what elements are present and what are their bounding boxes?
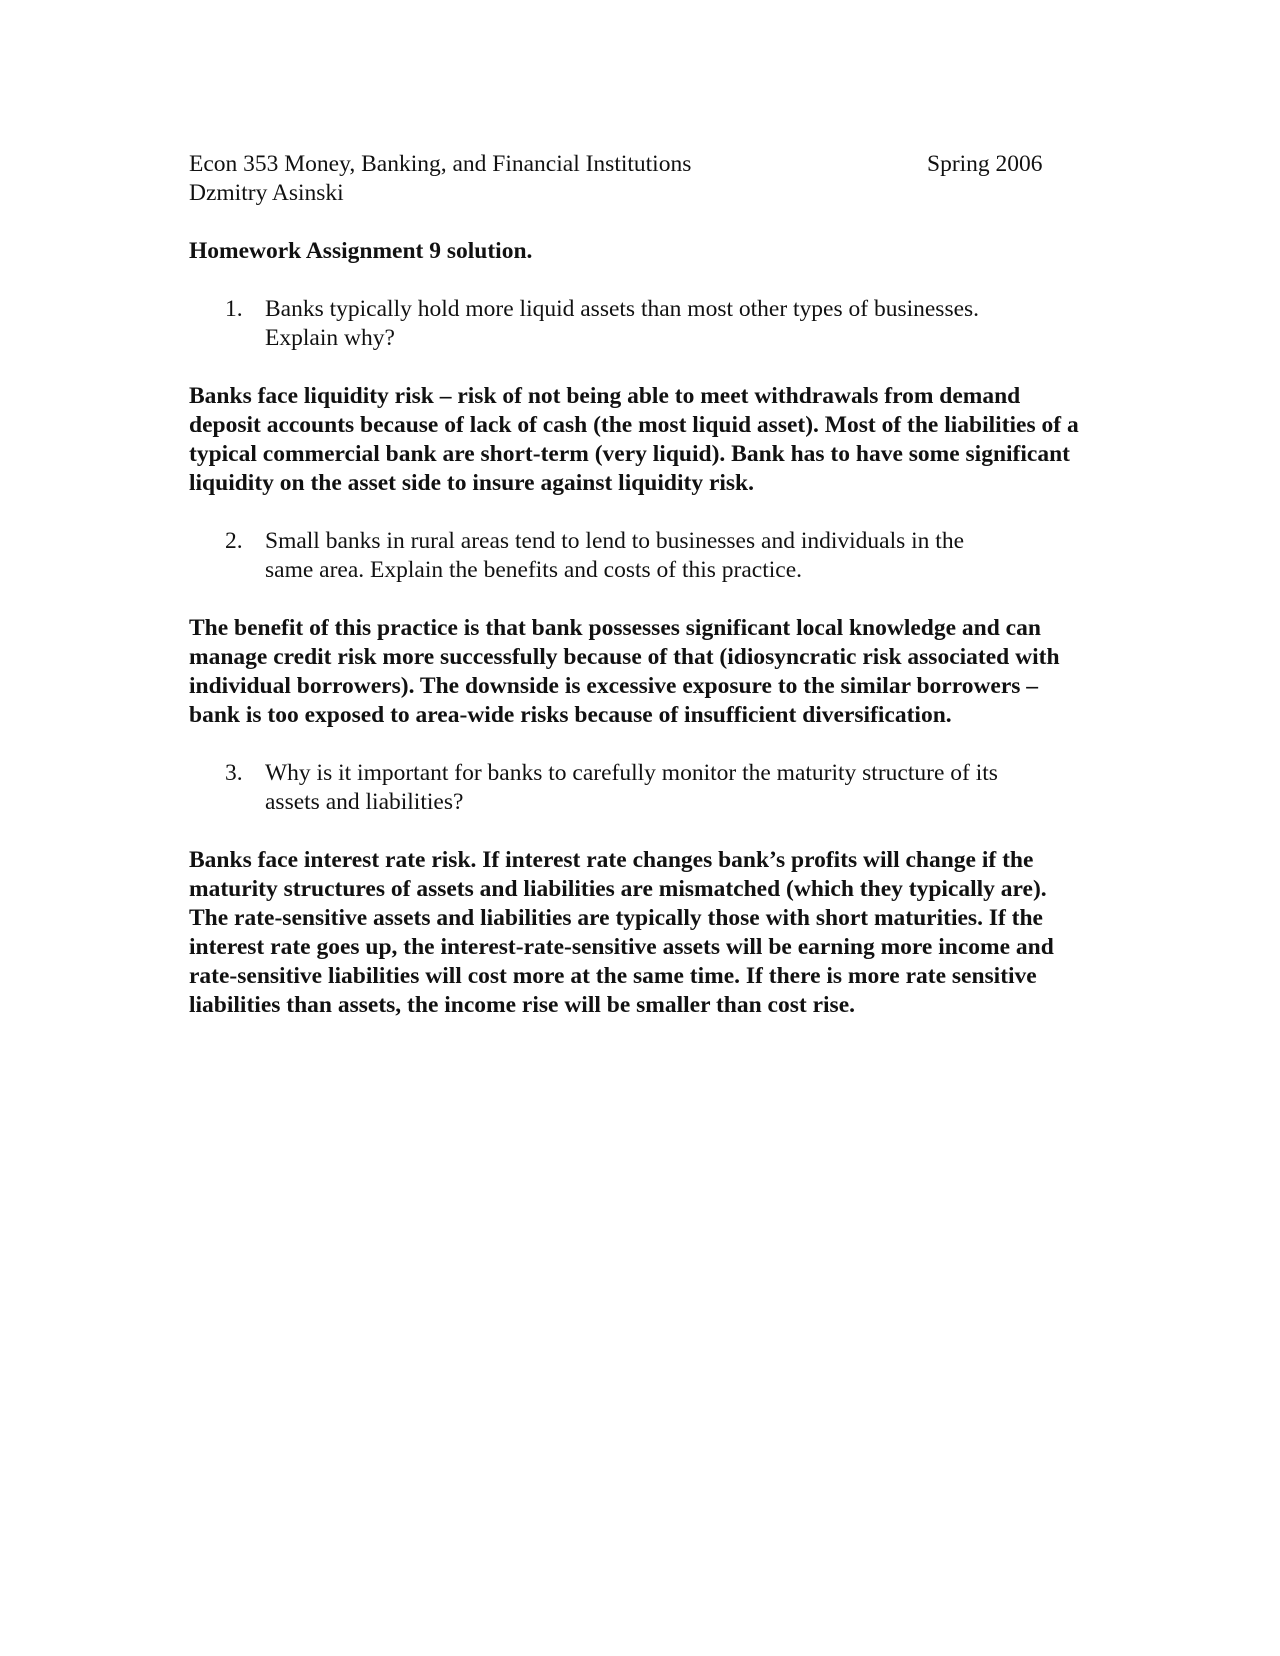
answer-1: Banks face liquidity risk – risk of not being able to meet withdrawals from demand deposit accounts because of lack of cash (the most liquid asset). Most of the liabilities of a typical commercial bank are short-term (very liquid). Bank has to have some significant liquidity on the asset side to insure against liquidity risk. [189, 383, 1079, 496]
answer-2: The benefit of this practice is that bank possesses significant local knowledge and can manage credit risk more successfully because of that (idiosyncratic risk associated with individual borrowers). The downside is excessive exposure to the similar borrowers – bank is too exposed to area-wide risks because of insufficient diversification. [189, 615, 1060, 728]
course-title: Econ 353 Money, Banking, and Financial Institutions [189, 151, 692, 177]
question-text: Small banks in rural areas tend to lend to businesses and individuals in the same area. Explain the benefits and costs of this practice. [265, 528, 964, 583]
header-row [189, 150, 1089, 179]
instructor-name: Dzmitry Asinski [189, 180, 344, 206]
question-1 [189, 295, 1005, 353]
question-number: 1. [225, 296, 243, 322]
page-title: Homework Assignment 9 solution. [189, 238, 533, 264]
question-number: 3. [225, 760, 243, 786]
answer-3: Banks face interest rate risk. If interest rate changes bank’s profits will change if the maturity structures of assets and liabilities are mismatched (which they typically are). The rate-sensitive assets and liabilities are typically those with short maturities. If the interest rate goes up, the interest-rate-sensitive assets will be earning more income and rate-sensitive liabilities will cost more at the same time. If there is more rate sensitive liabilities than assets, the income rise will be smaller than cost rise. [189, 847, 1054, 1018]
question-2 [189, 527, 1005, 585]
question-text: Banks typically hold more liquid assets than most other types of businesses. Explain why? [265, 296, 980, 351]
question-3 [189, 759, 1005, 817]
term-label: Spring 2006 [927, 151, 1043, 177]
document-page [189, 150, 1089, 1020]
question-number: 2. [225, 528, 243, 554]
question-text: Why is it important for banks to carefully monitor the maturity structure of its assets and liabilities? [265, 760, 998, 815]
